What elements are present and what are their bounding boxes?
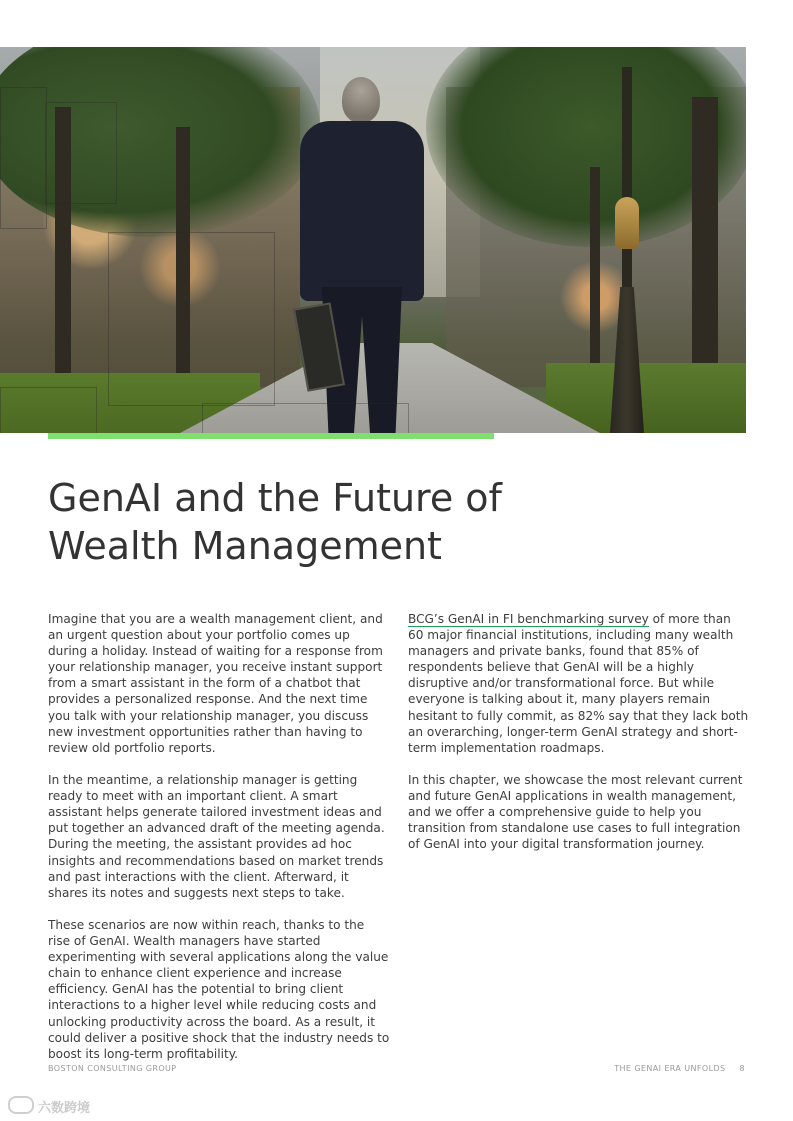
footer-publisher: BOSTON CONSULTING GROUP	[48, 1064, 177, 1073]
accent-bar	[48, 433, 494, 439]
hero-grid-overlay	[202, 403, 409, 433]
hero-grid-overlay	[108, 232, 275, 406]
paragraph: In this chapter, we showcase the most relevant current and future GenAI applications in wealth management, and we offer a comprehensive guide to help you transition from standalone use cases to full integration of GenAI into your digital transformation journey.	[408, 773, 743, 852]
paragraph: These scenarios are now within reach, thanks to the rise of GenAI. Wealth managers have started experimenting with several applications along the value chain to enhance client experience and increase efficiency. GenAI has the potential to bring client interactions to a higher level while reducing costs and unlocking productivity across the board. As a result, it could deliver a positive shock that the industry needs to boost its long-term profitability.	[48, 917, 390, 1061]
paragraph	[408, 611, 750, 756]
paragraph-text: of more than 60 major financial institutions, including many wealth managers and private banks, found that 85% of respondents believe that GenAI will be a highly disruptive and/or transformational force. But while everyone is talking about it, many players remain hesitant to fully commit, as 82% say that they lack both an overarching, longer-term GenAI strategy and short-term implementation roadmaps.	[408, 612, 749, 755]
paragraph: In the meantime, a relationship manager is getting ready to meet with an important client. A smart assistant helps generate tailored investment ideas and put together an advanced draft of the meeting agenda. During the meeting, the assistant provides ad hoc insights and recommendations based on market trends and past interactions with the client. Afterward, it shares its notes and suggests next steps to take.	[48, 773, 385, 900]
hero-grid-overlay	[45, 102, 117, 204]
businessman-figure	[292, 77, 432, 433]
title-line-1: GenAI and the Future of	[48, 476, 502, 520]
page-title	[48, 474, 568, 570]
watermark-logo-icon	[8, 1096, 34, 1114]
footer-section	[614, 1064, 745, 1073]
benchmarking-survey-link[interactable]: BCG’s GenAI in FI benchmarking survey	[408, 612, 649, 626]
footer-section-title: THE GENAI ERA UNFOLDS	[614, 1064, 726, 1073]
hero-grid-overlay	[0, 87, 47, 229]
page-number: 8	[739, 1064, 745, 1073]
hero-photo	[0, 47, 746, 433]
title-line-2: Wealth Management	[48, 524, 442, 568]
street-lamp-icon	[610, 67, 644, 433]
left-column	[48, 611, 390, 1078]
paragraph: Imagine that you are a wealth management client, and an urgent question about your portfolio comes up during a holiday. Instead of waiting for a response from your relationship manager, you receive instant support from a smart assistant in the form of a chatbot that provides a personalized response. And the next time you talk with your relationship manager, you discuss new investment opportunities rather than having to review old portfolio reports.	[48, 612, 383, 755]
watermark-text: 六数跨境	[38, 1101, 91, 1116]
hero-grid-overlay	[0, 387, 97, 433]
right-column	[408, 611, 750, 869]
watermark	[8, 1096, 90, 1116]
